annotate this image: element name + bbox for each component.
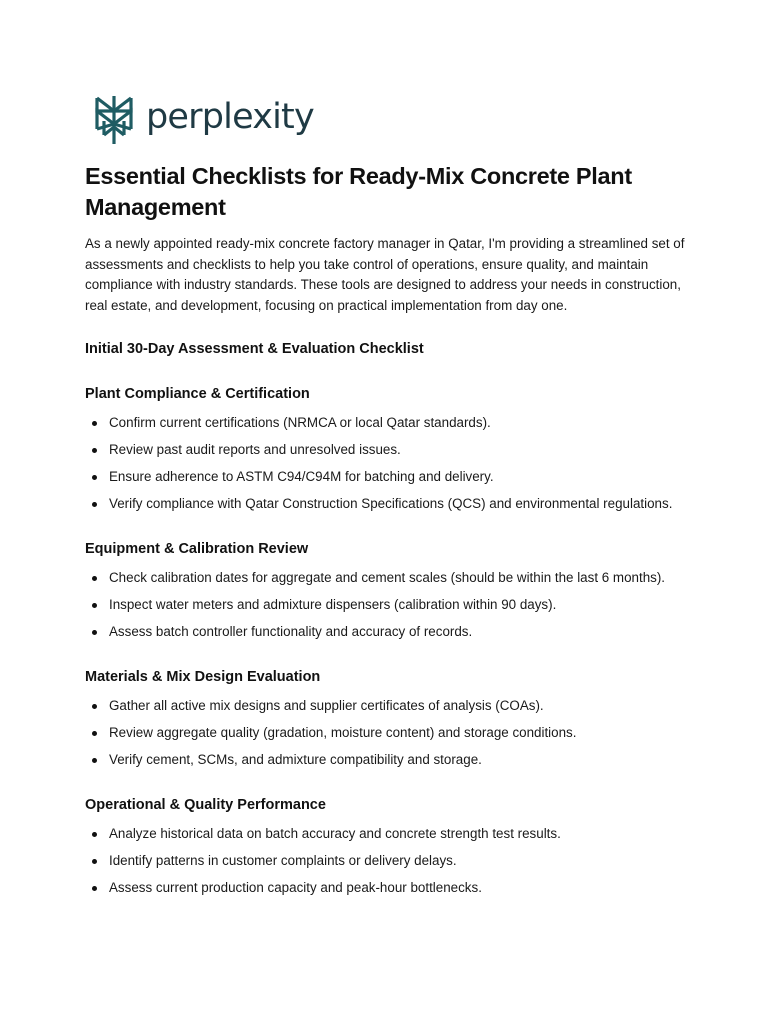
assessment-heading: Initial 30-Day Assessment & Evaluation Checklist bbox=[85, 341, 424, 357]
checklist bbox=[85, 413, 685, 514]
brand-logo bbox=[94, 95, 314, 145]
list-item: Verify compliance with Qatar Construction Specifications (QCS) and environmental regulations. bbox=[85, 494, 685, 514]
list-item: Verify cement, SCMs, and admixture compatibility and storage. bbox=[85, 750, 685, 770]
list-item: Assess batch controller functionality and accuracy of records. bbox=[85, 622, 685, 642]
perplexity-logo-icon bbox=[94, 95, 134, 145]
list-item: Review past audit reports and unresolved issues. bbox=[85, 440, 685, 460]
section-title: Operational & Quality Performance bbox=[85, 797, 326, 813]
section-compliance bbox=[85, 384, 685, 514]
section-title: Plant Compliance & Certification bbox=[85, 386, 310, 402]
intro-paragraph: As a newly appointed ready-mix concrete factory manager in Qatar, I'm providing a streamlined set of assessments and checklists to help you take control of operations, ensure quality, and maintain compliance with industry standards. These tools are designed to address your needs in construction, real estate, and development, focusing on practical implementation from day one. bbox=[85, 236, 685, 313]
section-operational bbox=[85, 795, 685, 898]
list-item: Gather all active mix designs and supplier certificates of analysis (COAs). bbox=[85, 696, 685, 716]
brand-wordmark: perplexity bbox=[146, 97, 314, 137]
checklist bbox=[85, 824, 685, 898]
list-item: Review aggregate quality (gradation, moisture content) and storage conditions. bbox=[85, 723, 685, 743]
list-item: Confirm current certifications (NRMCA or local Qatar standards). bbox=[85, 413, 685, 433]
document-body bbox=[85, 161, 685, 905]
section-equipment bbox=[85, 539, 685, 642]
list-item: Identify patterns in customer complaints or delivery delays. bbox=[85, 851, 685, 871]
section-title: Materials & Mix Design Evaluation bbox=[85, 669, 321, 685]
list-item: Ensure adherence to ASTM C94/C94M for batching and delivery. bbox=[85, 467, 685, 487]
checklist bbox=[85, 568, 685, 642]
list-item: Inspect water meters and admixture dispensers (calibration within 90 days). bbox=[85, 595, 685, 615]
list-item: Analyze historical data on batch accuracy and concrete strength test results. bbox=[85, 824, 685, 844]
section-materials bbox=[85, 667, 685, 770]
list-item: Check calibration dates for aggregate and cement scales (should be within the last 6 months). bbox=[85, 568, 685, 588]
section-title: Equipment & Calibration Review bbox=[85, 541, 309, 557]
document-title: Essential Checklists for Ready-Mix Concrete Plant Management bbox=[85, 163, 632, 220]
list-item: Assess current production capacity and peak-hour bottlenecks. bbox=[85, 878, 685, 898]
checklist bbox=[85, 696, 685, 770]
